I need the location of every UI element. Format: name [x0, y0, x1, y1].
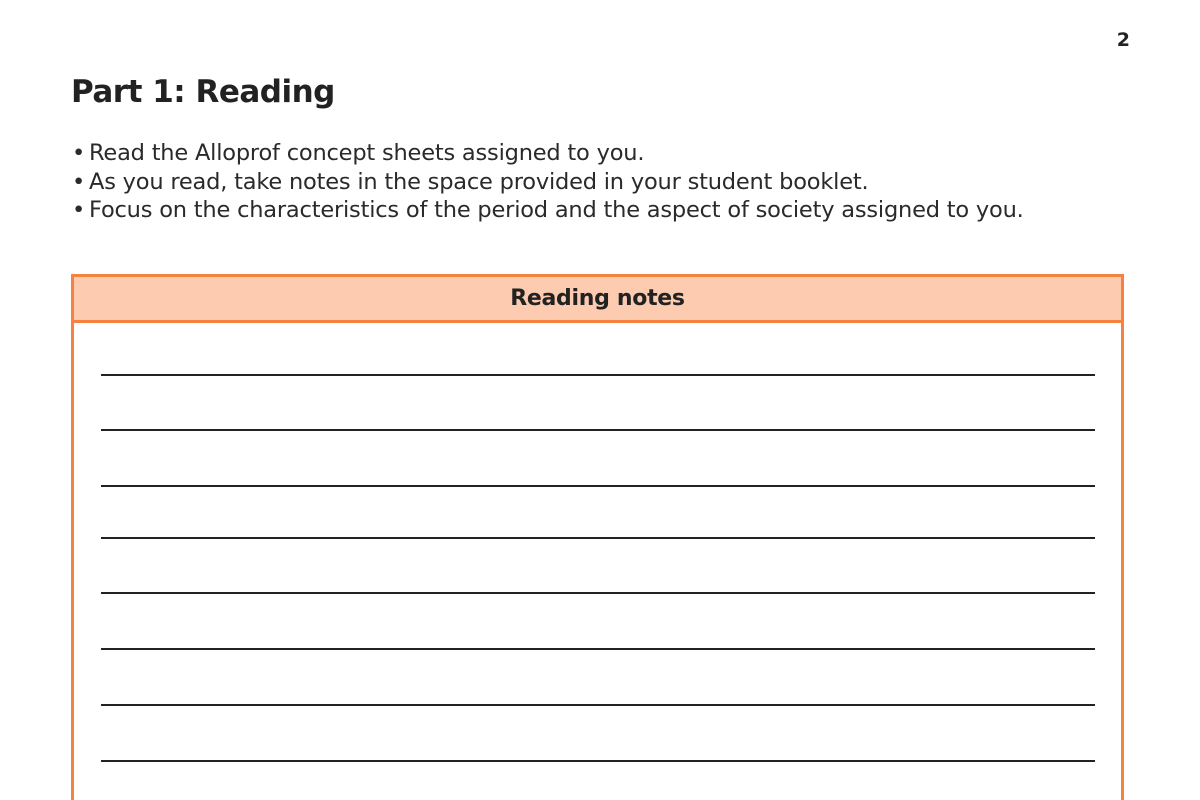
bullet-icon: •	[72, 140, 86, 166]
writing-line[interactable]	[101, 704, 1095, 706]
writing-line[interactable]	[101, 429, 1095, 431]
instruction-text: Read the Alloprof concept sheets assigned to you.	[89, 140, 645, 166]
writing-line[interactable]	[101, 760, 1095, 762]
writing-line[interactable]	[101, 485, 1095, 487]
page-number: 2	[1116, 29, 1130, 51]
instruction-item	[72, 196, 1024, 225]
writing-line[interactable]	[101, 592, 1095, 594]
instruction-text: As you read, take notes in the space provided in your student booklet.	[89, 168, 869, 195]
writing-line[interactable]	[101, 537, 1095, 539]
instruction-text: Focus on the characteristics of the period and the aspect of society assigned to you.	[89, 197, 1024, 223]
writing-line[interactable]	[101, 374, 1095, 376]
instruction-item	[72, 168, 1024, 197]
instructions-list	[72, 139, 1024, 225]
writing-line[interactable]	[101, 648, 1095, 650]
section-title: Part 1: Reading	[71, 74, 335, 110]
bullet-icon: •	[72, 197, 86, 223]
bullet-icon: •	[72, 168, 86, 195]
reading-notes-box	[71, 274, 1124, 800]
instruction-item	[72, 139, 1024, 168]
reading-notes-header: Reading notes	[74, 277, 1121, 323]
